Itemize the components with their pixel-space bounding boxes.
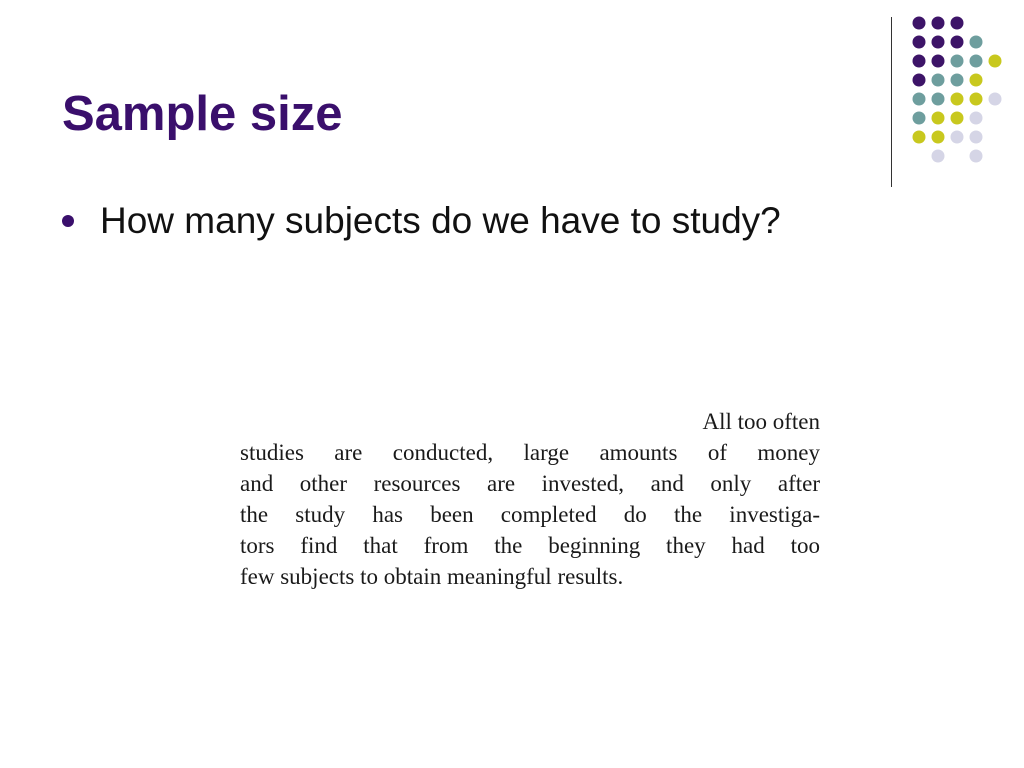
decorative-dot [970,150,983,163]
decorative-dot [970,93,983,106]
decorative-dot [932,17,945,30]
decorative-dot [932,93,945,106]
decorative-dot [932,131,945,144]
quote-line: few subjects to obtain meaningful results. [240,564,624,589]
title-divider-line [891,17,892,187]
decorative-dot [913,112,926,125]
decorative-dot [913,74,926,87]
decorative-dot [913,131,926,144]
decorative-dot [989,93,1002,106]
decorative-dot [932,36,945,49]
decorative-dot [913,55,926,68]
bullet-list [62,200,781,242]
decorative-dot [989,55,1002,68]
decorative-dot [913,93,926,106]
quote-line: studies are conducted, large amounts of money [240,440,820,465]
quote-line: and other resources are invested, and only after [240,471,820,496]
quote-line: All too often [702,409,820,434]
decorative-dot [951,131,964,144]
slide-title: Sample size [62,87,343,141]
decorative-dot [951,36,964,49]
decorative-dot [970,74,983,87]
quote-line: the study has been completed do the investiga- [240,502,820,527]
quote-line: tors find that from the beginning they had too [240,533,820,558]
decorative-dot [913,17,926,30]
quoted-text-excerpt [240,406,820,592]
bullet-dot-icon [62,215,74,227]
decorative-dot [932,112,945,125]
decorative-dot [951,55,964,68]
decorative-dot [932,150,945,163]
decorative-dot [951,112,964,125]
decorative-dot [951,74,964,87]
decorative-dot [970,112,983,125]
decorative-dot [913,36,926,49]
decorative-dot [970,131,983,144]
bullet-text: How many subjects do we have to study? [100,200,781,241]
decorative-dot [932,55,945,68]
bullet-item [62,200,781,242]
decorative-dot [951,17,964,30]
decorative-dot [932,74,945,87]
decorative-dot [951,93,964,106]
decorative-dot [970,36,983,49]
decorative-dot [970,55,983,68]
